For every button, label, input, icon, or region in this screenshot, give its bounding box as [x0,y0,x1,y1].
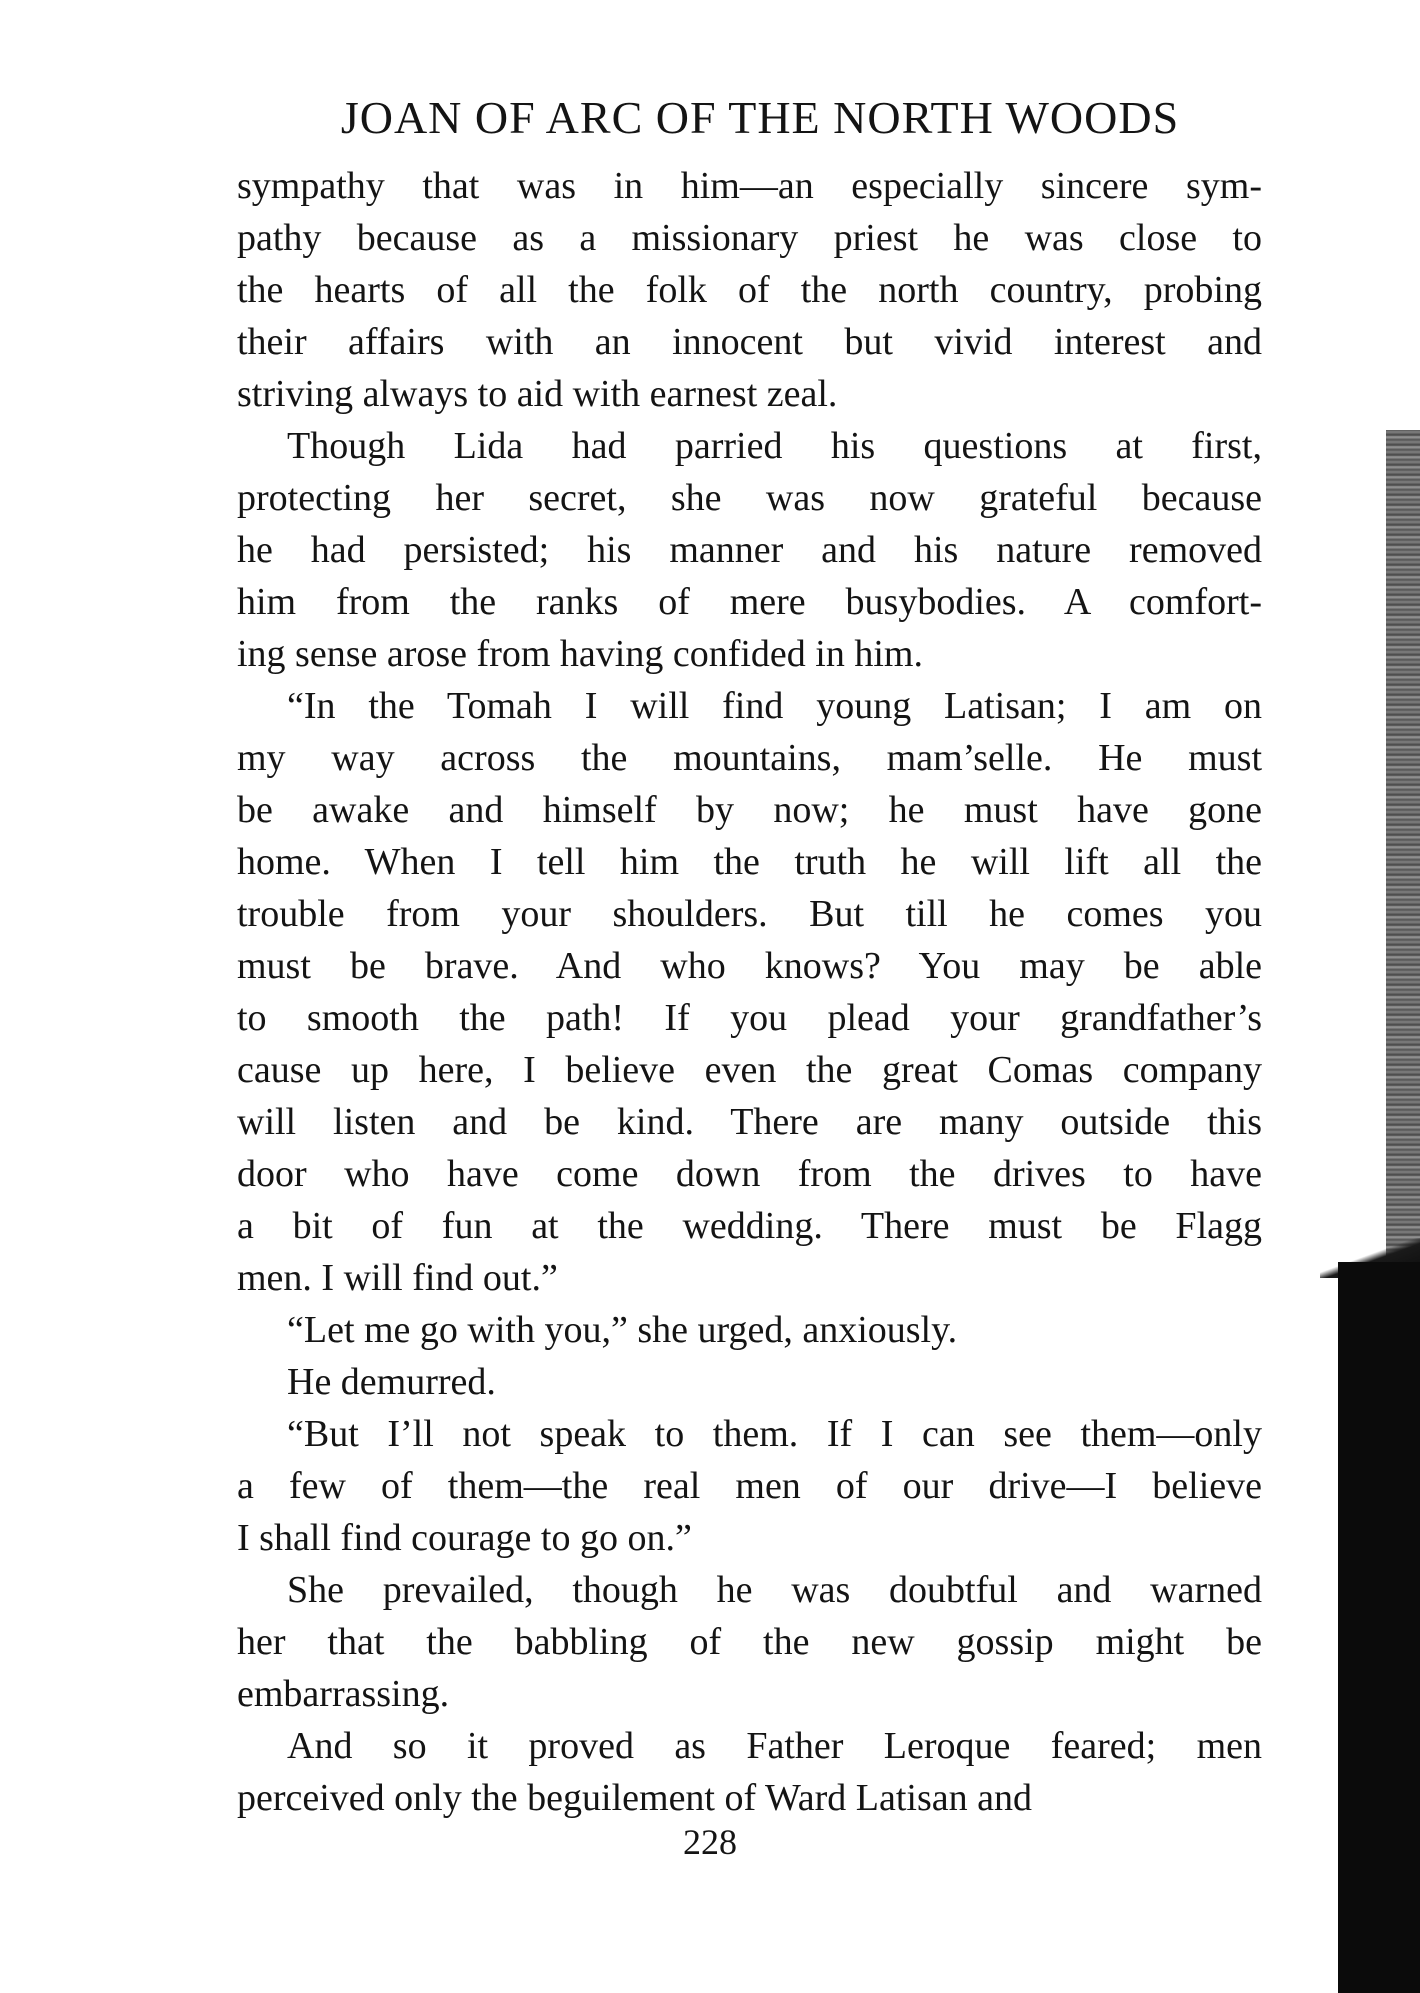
text-line: door who have come down from the drives to have [237,1153,1262,1195]
paragraph [237,1408,1262,1564]
text-line: She prevailed, though he was doubtful and warned [287,1569,1262,1611]
page-edge-shadow [1386,430,1420,1270]
text-line: “Let me go with you,” she urged, anxiously. [287,1309,958,1351]
text-line: a few of them—the real men of our drive—I believe [237,1465,1262,1507]
text-line: men. I will find out.” [237,1257,558,1299]
text-line: their affairs with an innocent but vivid interest and [237,321,1262,363]
text-line: must be brave. And who knows? You may be able [237,945,1262,987]
text-line: protecting her secret, she was now grateful because [237,477,1262,519]
running-head: JOAN OF ARC OF THE NORTH WOODS [340,92,1180,143]
text-line: a bit of fun at the wedding. There must be Flagg [237,1205,1262,1247]
text-line: will listen and be kind. There are many outside this [237,1101,1262,1143]
text-line: home. When I tell him the truth he will lift all the [237,841,1262,883]
binding-edge [1338,1262,1420,1993]
text-line: Though Lida had parried his questions at first, [287,425,1262,467]
text-line: He demurred. [287,1361,496,1403]
text-line: her that the babbling of the new gossip might be [237,1621,1262,1663]
text-line: pathy because as a missionary priest he was close to [237,217,1262,259]
paragraph [237,1720,1262,1824]
text-line: “In the Tomah I will find young Latisan; I am on [287,685,1262,727]
paragraph [237,420,1262,680]
text-line: ing sense arose from having confided in him. [237,633,923,675]
paragraph [237,1356,1262,1408]
paragraph [237,1564,1262,1720]
paragraph [237,1304,1262,1356]
paragraph [237,680,1262,1304]
text-line: perceived only the beguilement of Ward Latisan and [237,1777,1033,1819]
body-text [237,160,1262,1824]
text-line: trouble from your shoulders. But till he comes you [237,893,1262,935]
page-number: 228 [683,1822,737,1862]
text-line: him from the ranks of mere busybodies. A comfort- [237,581,1262,623]
text-line: embarrassing. [237,1673,450,1715]
text-line: cause up here, I believe even the great Comas company [237,1049,1262,1091]
text-line: be awake and himself by now; he must have gone [237,789,1262,831]
text-line: And so it proved as Father Leroque feared; men [287,1725,1262,1767]
text-line: the hearts of all the folk of the north country, probing [237,269,1262,311]
paragraph [237,160,1262,420]
text-line: he had persisted; his manner and his nature removed [237,529,1262,571]
text-line: “But I’ll not speak to them. If I can see them—only [287,1413,1262,1455]
text-line: striving always to aid with earnest zeal. [237,373,838,415]
text-line: I shall find courage to go on.” [237,1517,692,1559]
text-line: to smooth the path! If you plead your grandfather’s [237,997,1262,1039]
text-line: sympathy that was in him—an especially sincere sym- [237,165,1262,207]
text-line: my way across the mountains, mam’selle. He must [237,737,1262,779]
